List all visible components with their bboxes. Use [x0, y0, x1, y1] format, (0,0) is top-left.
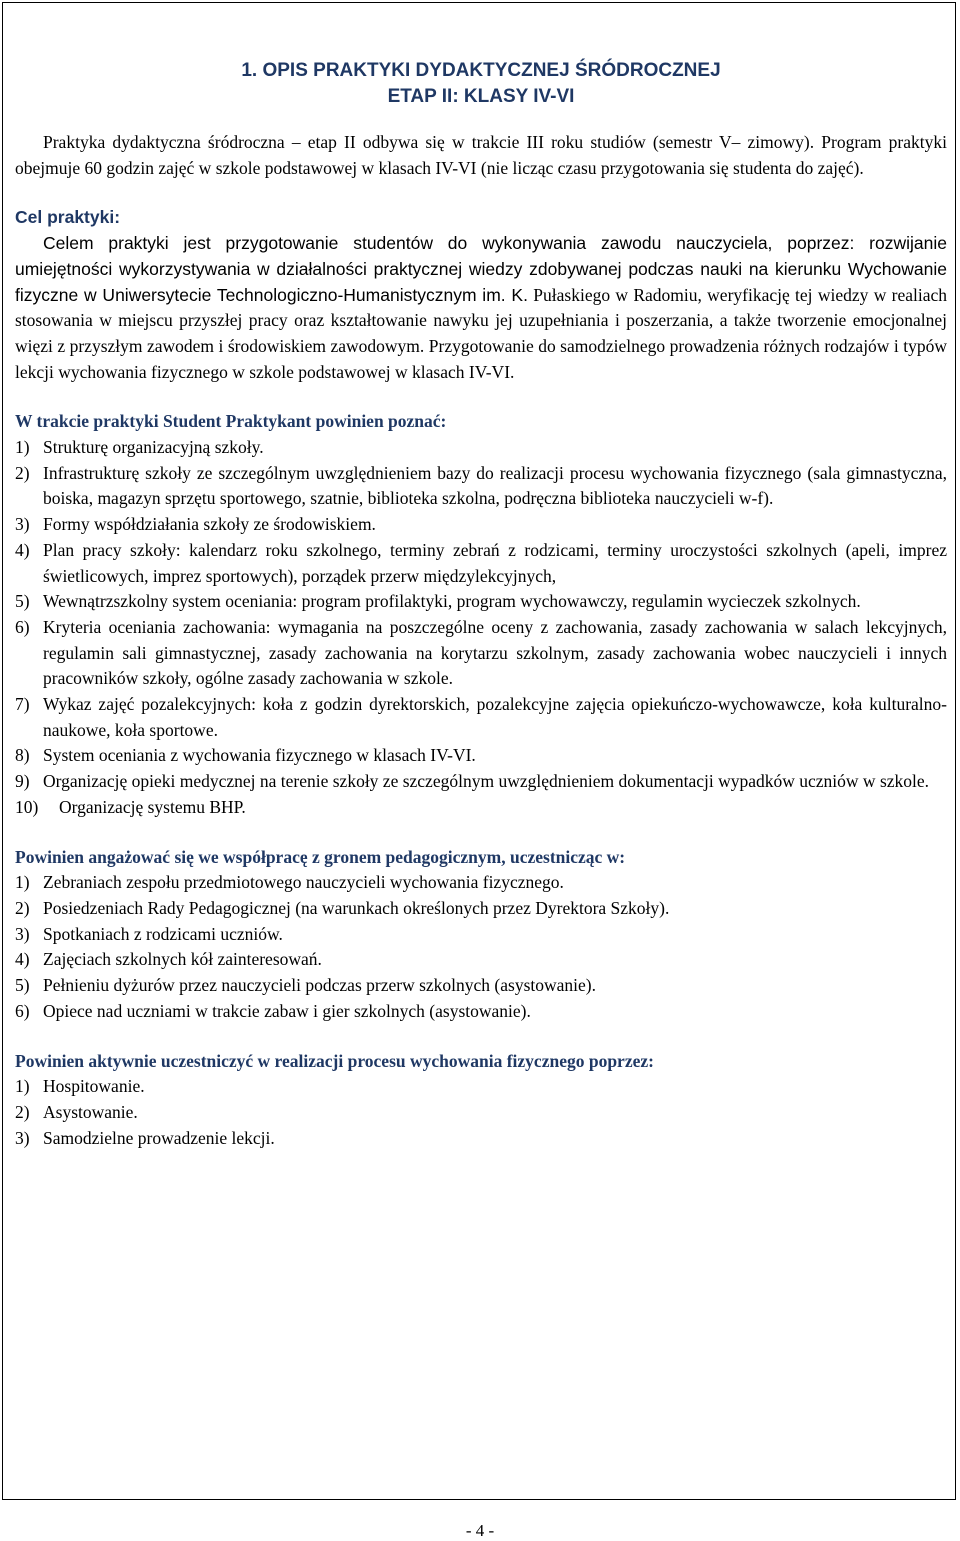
list-item	[15, 512, 947, 538]
document-title	[15, 58, 947, 110]
list-item-text: System oceniania z wychowania fizycznego w klasach IV-VI.	[43, 745, 476, 766]
list-item	[15, 896, 947, 922]
goal-text-serif: Pułaskiego w Radomiu, weryfikację tej wiedzy w realiach stosowania w miejscu przyszłej pracy oraz kształtowanie nawyku jej uzupełniania i poszerzania, a także tworzenie emocjonalnej więzi z przyszłym zawodem i środowiskiem zawodowym. Przygotowanie do samodzielnego prowadzenia różnych rodzajów i typów lekcji wychowania fizycznego w szkole podstawowej w klasach IV-VI.	[15, 284, 948, 382]
title-line-2: ETAP II: KLASY IV-VI	[387, 86, 575, 107]
list-item-text: Kryteria oceniania zachowania: wymagania na poszczególne oceny z zachowania, zasady zachowania w salach lekcyjnych, regulamin sali gimnastycznej, zasady zachowania na korytarzu szkolnym, zasady zachowania wobec nauczycieli i innych pracowników szkoły, ogólne zasady zachowania w szkole.	[43, 616, 947, 689]
list-item-text: Wykaz zajęć pozalekcyjnych: koła z godzin dyrektorskich, pozalekcyjne zajęcia opiekuńczo-wychowawcze, koła kulturalno-naukowe, koła sportowe.	[43, 694, 947, 740]
list-item-text: Spotkaniach z rodzicami uczniów.	[43, 923, 283, 944]
list-item-number: 3)	[15, 923, 30, 944]
list-item-text: Formy współdziałania szkoły ze środowiskiem.	[43, 514, 376, 535]
list-item-number: 5)	[15, 975, 30, 996]
list-item	[15, 973, 947, 999]
list-item-number: 4)	[15, 539, 30, 560]
list-item-number: 2)	[15, 897, 30, 918]
list-item	[15, 743, 947, 769]
list-item	[15, 795, 947, 821]
list-item-text: Organizację opieki medycznej na terenie szkoły ze szczególnym uwzględnieniem dokumentacji wypadków uczniów w szkole.	[43, 771, 930, 792]
list-item-text: Organizację systemu BHP.	[59, 796, 246, 817]
goal-text-sans: Celem praktyki jest przygotowanie studentów do wykonywania zawodu nauczyciela, poprzez: rozwijanie umiejętności wykorzystywania w działalności praktycznej wiedzy zdobywanej podczas nauki na kierunku Wychowanie fizyczne w Uniwersytecie Technologiczno-Humanistycznym im. K.	[15, 233, 947, 305]
list-item	[15, 461, 947, 512]
list-item	[15, 1100, 947, 1126]
list-item-number: 8)	[15, 745, 30, 766]
list-item	[15, 870, 947, 896]
list-item-text: Pełnieniu dyżurów przez nauczycieli podczas przerw szkolnych (asystowanie).	[43, 975, 596, 996]
list-item-text: Posiedzeniach Rady Pedagogicznej (na warunkach określonych przez Dyrektora Szkoły).	[43, 897, 670, 918]
list-item-number: 6)	[15, 616, 30, 637]
title-line-1: 1. OPIS PRAKTYKI DYDAKTYCZNEJ ŚRÓDROCZNEJ	[241, 60, 721, 81]
list-item	[15, 692, 947, 743]
list-item-text: Infrastrukturę szkoły ze szczególnym uwzględnieniem bazy do realizacji procesu wychowania fizycznego (sala gimnastyczna, boiska, magazyn sprzętu sportowego, szatnie, biblioteka szkolna, podręczna biblioteka nauczycieli w-f).	[43, 462, 947, 509]
list-item	[15, 435, 947, 461]
list-item-number: 10)	[15, 796, 39, 817]
list-item-text: Plan pracy szkoły: kalendarz roku szkolnego, terminy zebrań z rodzicami, terminy uroczystości szkolnych (apeli, imprez świetlicowych, imprez sportowych), porządek przerw międzylekcyjnych,	[43, 539, 947, 586]
list-item-number: 1)	[15, 872, 30, 893]
list-item-text: Zajęciach szkolnych kół zainteresowań.	[43, 949, 322, 970]
cooperate-heading: Powinien angażować się we współpracę z gronem pedagogicznym, uczestnicząc w:	[15, 846, 626, 867]
cooperate-list	[15, 870, 947, 1024]
list-item-number: 1)	[15, 437, 30, 458]
list-item	[15, 538, 947, 589]
list-item	[15, 589, 947, 615]
list-item-number: 6)	[15, 1000, 30, 1021]
list-item	[15, 922, 947, 948]
list-item-number: 3)	[15, 514, 30, 535]
list-item	[15, 999, 947, 1025]
list-item	[15, 947, 947, 973]
list-item	[15, 615, 947, 692]
list-item	[15, 769, 947, 795]
list-item	[15, 1074, 947, 1100]
participate-list	[15, 1074, 947, 1151]
list-item-number: 4)	[15, 949, 30, 970]
list-item-number: 7)	[15, 694, 30, 715]
list-item-number: 1)	[15, 1076, 30, 1097]
list-item-text: Zebraniach zespołu przedmiotowego nauczycieli wychowania fizycznego.	[43, 872, 564, 893]
list-item-text: Opiece nad uczniami w trakcie zabaw i gier szkolnych (asystowanie).	[43, 1000, 531, 1021]
page-content	[15, 58, 947, 1151]
participate-heading: Powinien aktywnie uczestniczyć w realizacji procesu wychowania fizycznego poprzez:	[15, 1050, 654, 1071]
list-item-text: Asystowanie.	[43, 1101, 138, 1122]
intro-paragraph: Praktyka dydaktyczna śródroczna – etap II odbywa się w trakcie III roku studiów (semestr V– zimowy). Program praktyki obejmuje 60 godzin zajęć w szkole podstawowej w klasach IV-VI (nie licząc czasu przygotowania się studenta do zajęć).	[15, 132, 947, 178]
list-item-number: 2)	[15, 462, 30, 483]
list-item-text: Strukturę organizacyjną szkoły.	[43, 437, 264, 458]
list-item	[15, 1126, 947, 1152]
goal-heading: Cel praktyki:	[15, 207, 121, 228]
list-item-number: 3)	[15, 1127, 30, 1148]
learn-heading: W trakcie praktyki Student Praktykant powinien poznać:	[15, 411, 447, 432]
list-item-number: 5)	[15, 591, 30, 612]
page-number: - 4 -	[465, 1521, 495, 1540]
list-item-text: Hospitowanie.	[43, 1076, 145, 1097]
list-item-text: Wewnątrzszkolny system oceniania: program profilaktyki, program wychowawczy, regulamin wycieczek szkolnych.	[43, 591, 861, 612]
list-item-number: 9)	[15, 771, 30, 792]
learn-list	[15, 435, 947, 821]
list-item-text: Samodzielne prowadzenie lekcji.	[43, 1127, 275, 1148]
goal-paragraph	[15, 231, 947, 385]
list-item-number: 2)	[15, 1101, 30, 1122]
